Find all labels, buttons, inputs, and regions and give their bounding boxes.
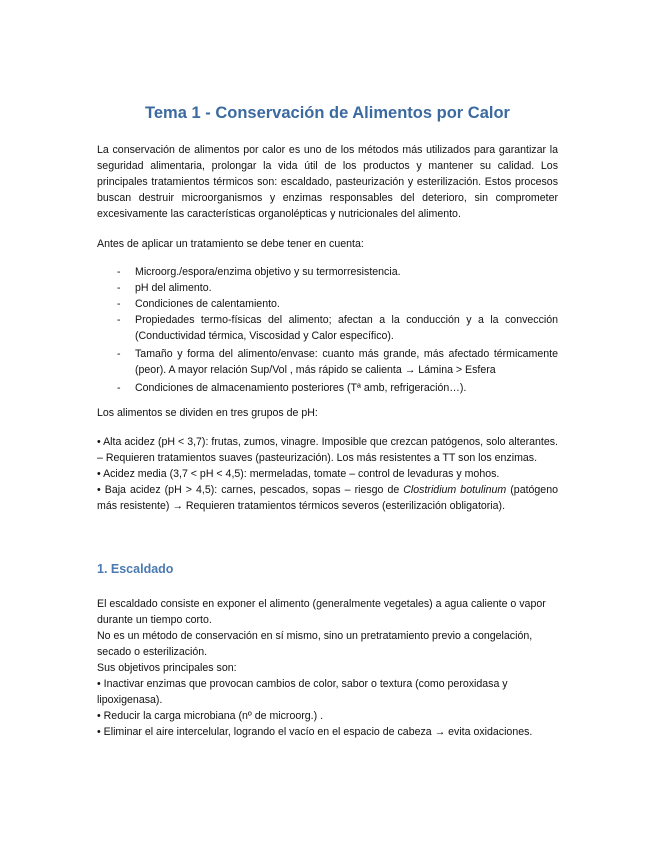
ph-groups-list <box>97 434 558 514</box>
escaldado-line: • Reducir la carga microbiana (nº de microorg.) . <box>97 710 324 722</box>
list-item: - pH del alimento. <box>117 282 212 294</box>
escaldado-line: Sus objetivos principales son: <box>97 662 237 674</box>
page-title: Tema 1 - Conservación de Alimentos por Calor <box>145 104 510 122</box>
escaldado-body <box>97 596 558 740</box>
list-item: - Microorg./espora/enzima objetivo y su termorresistencia. <box>117 266 401 278</box>
escaldado-line: • Eliminar el aire intercelular, logrando el vacío en el espacio de cabeza → evita oxidaciones. <box>97 726 533 738</box>
section-heading-escaldado: 1. Escaldado <box>97 562 174 576</box>
list-item: - Tamaño y forma del alimento/envase: cuanto más grande, más afectado térmicamente (peor). A mayor relación Sup/Vol , más rápido se calienta → Lámina > Esfera <box>117 348 558 376</box>
list-item: - Condiciones de calentamiento. <box>117 298 280 310</box>
considerations-list <box>97 264 558 396</box>
list-item: - Condiciones de almacenamiento posteriores (Tª amb, refrigeración…). <box>117 382 467 394</box>
escaldado-line: El escaldado consiste en exponer el alimento (generalmente vegetales) a agua caliente o vapor durante un tiempo corto. <box>97 598 546 626</box>
escaldado-line: • Inactivar enzimas que provocan cambios de color, sabor o textura (como peroxidasa y lipoxigenasa). <box>97 678 508 706</box>
ph-group-low: • Baja acidez (pH > 4,5): carnes, pescados, sopas – riesgo de Clostridium botulinum (patógeno más resistente) → Requieren tratamientos térmicos severos (esterilización obligatoria). <box>97 484 558 512</box>
ph-group-high: • Alta acidez (pH < 3,7): frutas, zumos, vinagre. Imposible que crezcan patógenos, solo alterantes. – Requieren tratamientos suaves (pasteurización). Los más resistentes a TT son los enzimas. <box>97 436 558 464</box>
intro-paragraph: La conservación de alimentos por calor es uno de los métodos más utilizados para garantizar la seguridad alimentaria, prolongar la vida útil de los productos y mantener su calidad. Los principales tratamientos térmicos son: escaldado, pasteurización y esterilización. Estos procesos buscan destruir microorganismos y enzimas responsables del deterioro, sin comprometer excesivamente las características organolépticas y nutricionales del alimento. <box>97 144 558 220</box>
list-item: - Propiedades termo-físicas del alimento; afectan a la conducción y a la convección (Conductividad térmica, Viscosidad y Calor específico). <box>117 314 558 342</box>
ph-group-medium: • Acidez media (3,7 < pH < 4,5): mermeladas, tomate – control de levaduras y mohos. <box>97 468 500 480</box>
ph-groups-lead: Los alimentos se dividen en tres grupos de pH: <box>97 407 318 419</box>
escaldado-line: No es un método de conservación en sí mismo, sino un pretratamiento previo a congelación, secado o esterilización. <box>97 630 533 658</box>
organism-name: Clostridium botulinum <box>403 484 507 496</box>
considerations-lead: Antes de aplicar un tratamiento se debe tener en cuenta: <box>97 238 364 250</box>
